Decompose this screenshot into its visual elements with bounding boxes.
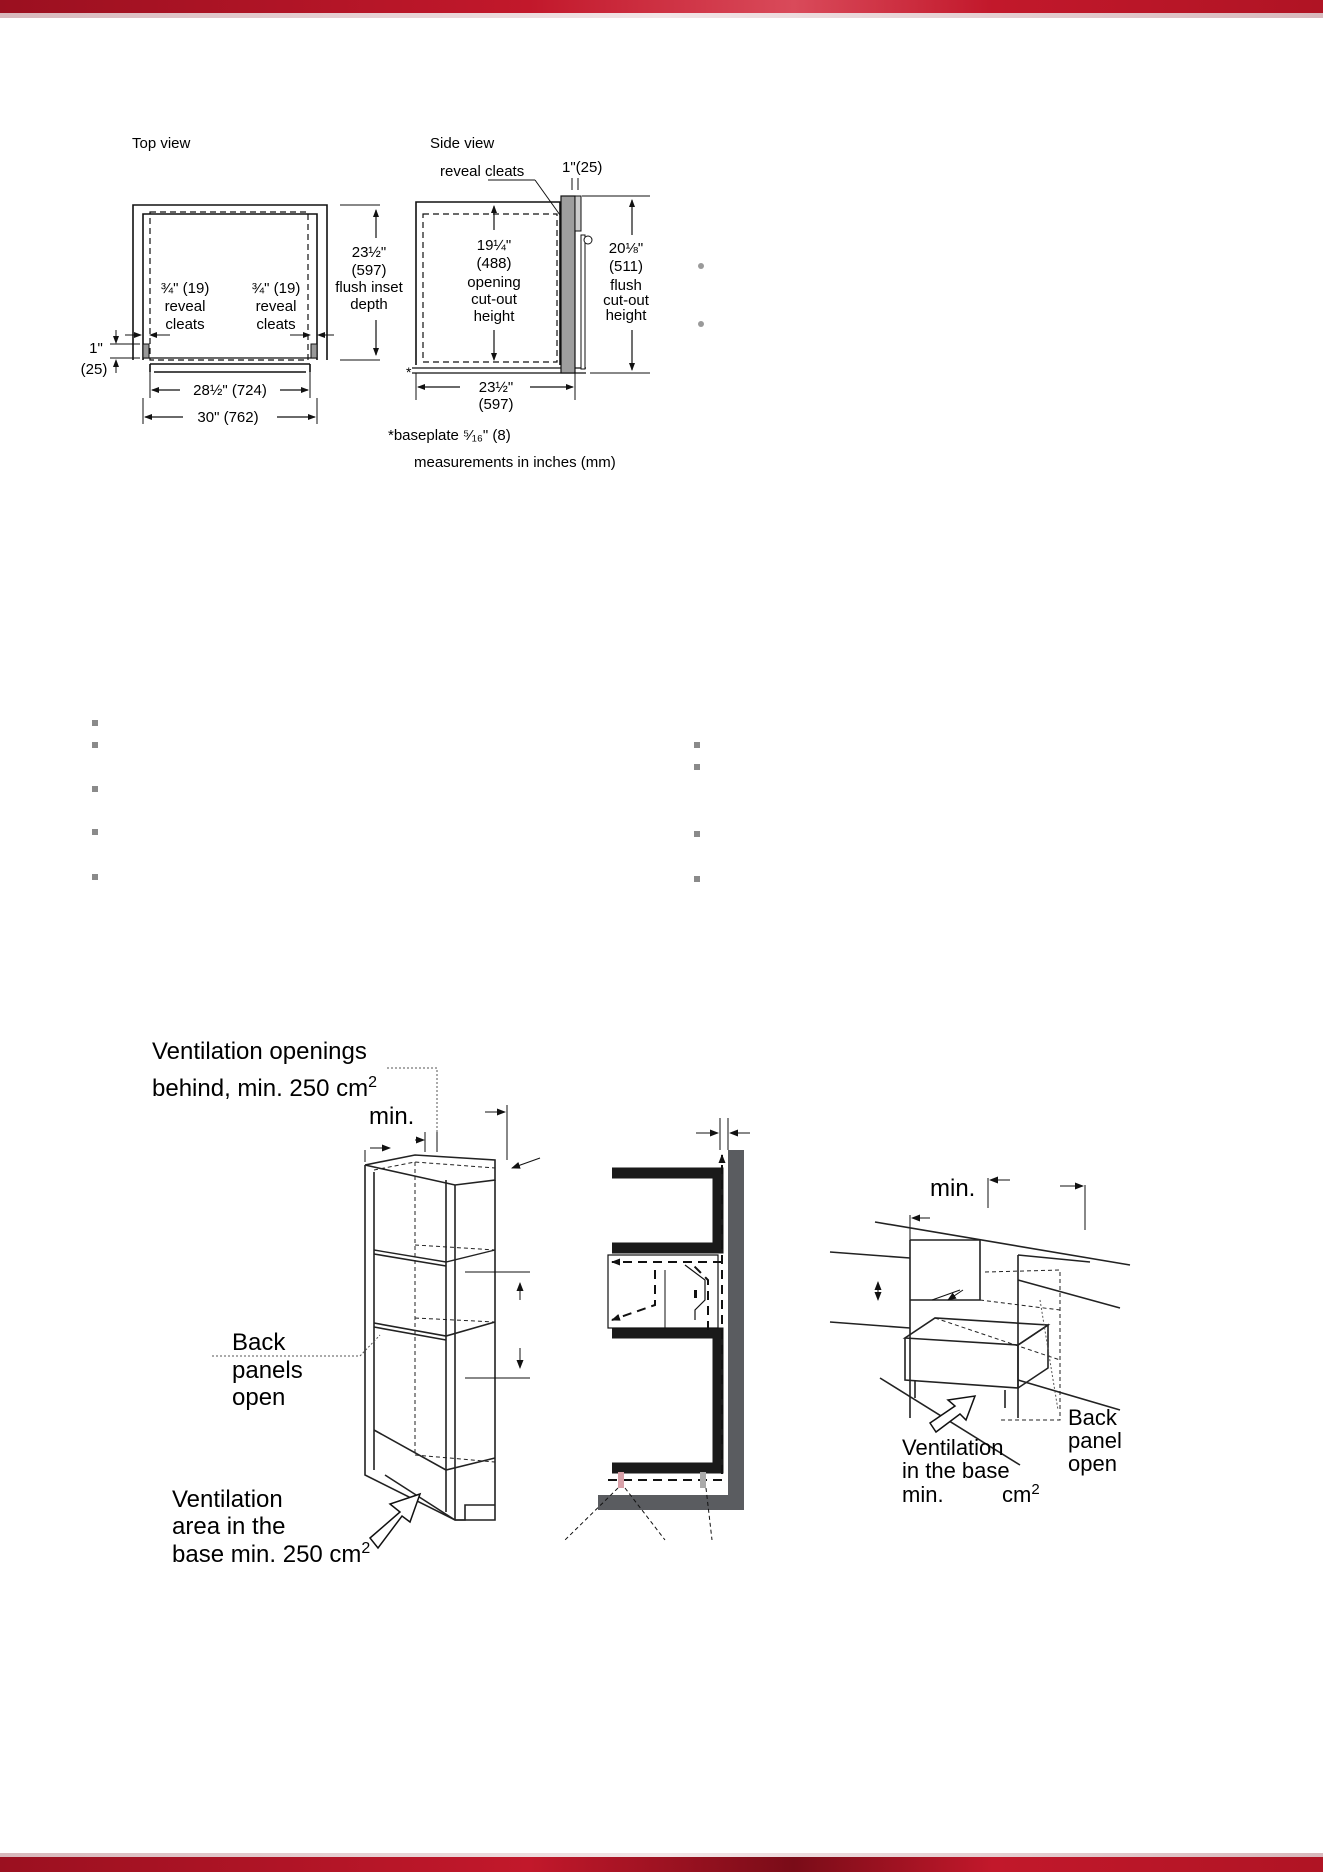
top-depth-l2: depth — [350, 296, 388, 313]
flush-in: 20⅛" — [608, 240, 644, 257]
top-depth-mm: (597) — [351, 262, 387, 279]
top-depth-in: 23½" — [351, 244, 387, 261]
tall-cabinet — [365, 1155, 495, 1520]
base-vent-2: in the base — [902, 1458, 1010, 1483]
tall-vent-base-3: base min. 250 $cm^2$ — [172, 1540, 371, 1568]
door-handle — [575, 196, 581, 231]
base-vent-3: min. — [902, 1482, 944, 1507]
units-note: measurements in inches (mm) — [414, 454, 616, 471]
inner-width: 28½" (724) — [193, 382, 267, 399]
flush-l1: flush — [610, 277, 642, 294]
side-depth-mm: (597) — [478, 396, 514, 413]
tall-vent-base-1: Ventilation — [172, 1486, 283, 1513]
top-brand-band — [0, 0, 1323, 18]
cleat-right-w2: cleats — [256, 316, 296, 333]
side-depth-in: 23½" — [478, 379, 514, 396]
left-cleat — [143, 344, 149, 358]
base-min-label: min. — [930, 1175, 976, 1202]
baseplate-note: *baseplate ⁵⁄₁₆" (8) — [388, 427, 511, 444]
flush-mm: (511) — [609, 258, 643, 275]
base-vent-1: Ventilation — [902, 1435, 1004, 1460]
tall-vent-base-2: area in the — [172, 1513, 286, 1540]
bullet-l1 — [92, 720, 98, 726]
vent-behind-line2: behind, min. 250 $cm^2$ — [152, 1074, 378, 1102]
bullet-l2 — [92, 742, 98, 748]
bullet-r1 — [694, 742, 700, 748]
side-1in: 1" — [89, 340, 103, 357]
base-back-3: open — [1068, 1451, 1117, 1476]
cleat-left-dim: ¾" (19) — [160, 280, 210, 297]
base-vent-cm: $cm^2$ — [1002, 1481, 1040, 1507]
installation-dimension-drawing — [60, 120, 660, 480]
base-back-1: Back — [1068, 1405, 1117, 1430]
flush-l2: cut-out — [603, 292, 649, 309]
side-view-title: Side view — [430, 135, 495, 152]
bullet-l4 — [92, 829, 98, 835]
tall-min-label: min. — [369, 1103, 415, 1130]
top-depth-l1: flush inset — [335, 279, 403, 296]
cleat-right-w1: reveal — [255, 298, 297, 315]
bullet-dot-1 — [698, 263, 704, 269]
reveal-cleats-label: reveal cleats — [440, 163, 525, 180]
cleat-left-w1: reveal — [164, 298, 206, 315]
flush-l3: height — [605, 307, 647, 324]
tall-airflow-arrow — [370, 1494, 420, 1548]
asterisk-marker: * — [406, 364, 412, 380]
outer-width: 30" (762) — [197, 409, 259, 426]
open-l3: height — [473, 308, 515, 325]
top-gap-label: 1"(25) — [562, 159, 603, 176]
cleat-left-w2: cleats — [165, 316, 205, 333]
open-l1: opening — [467, 274, 521, 291]
bullet-l3 — [92, 786, 98, 792]
tall-back-2: panels — [232, 1357, 303, 1384]
base-back-2: panel — [1068, 1428, 1122, 1453]
open-mm: (488) — [476, 255, 512, 272]
bullet-r4 — [694, 876, 700, 882]
vent-behind-line1: Ventilation openings — [152, 1038, 367, 1065]
bullet-r2 — [694, 764, 700, 770]
ventilation-diagram — [130, 1030, 1150, 1570]
bullet-dot-2 — [698, 321, 704, 327]
door-panel — [561, 196, 575, 373]
bullet-r3 — [694, 831, 700, 837]
top-view-title: Top view — [132, 135, 191, 152]
tall-back-3: open — [232, 1384, 286, 1411]
open-in: 19¼" — [476, 237, 512, 254]
right-cleat — [311, 344, 317, 358]
bottom-brand-band — [0, 1853, 1323, 1872]
cleat-right-dim: ¾" (19) — [251, 280, 301, 297]
bullet-l5 — [92, 874, 98, 880]
trim — [581, 235, 585, 369]
open-l2: cut-out — [471, 291, 517, 308]
tall-back-1: Back — [232, 1329, 286, 1356]
side-25mm: (25) — [80, 361, 108, 378]
